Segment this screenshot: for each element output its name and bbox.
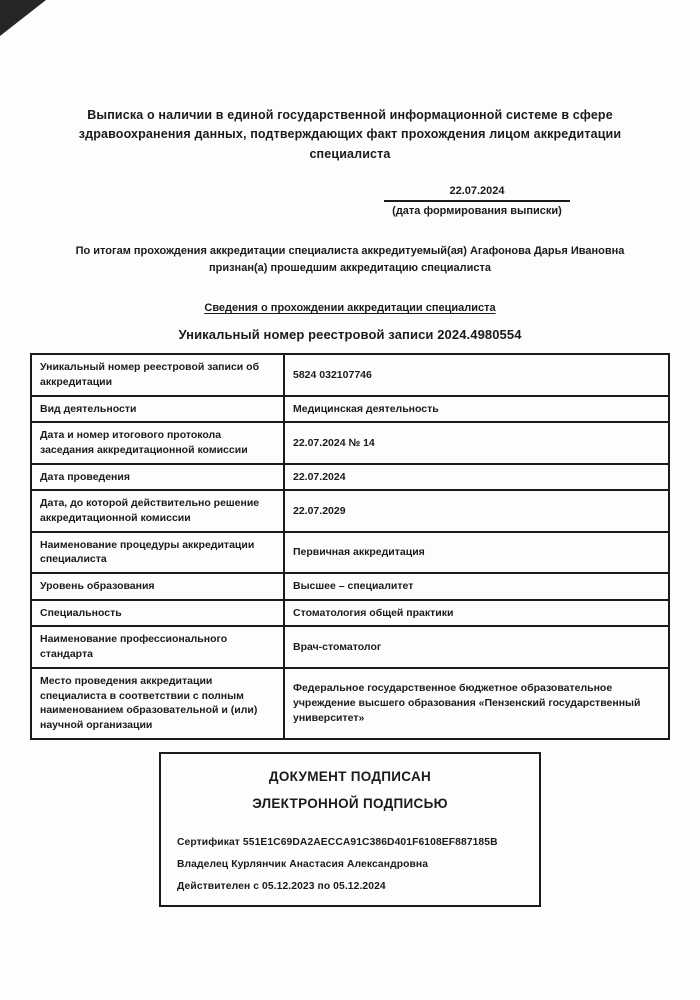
row-label: Дата, до которой действительно решение аккредитационной комиссии	[31, 490, 284, 531]
signature-certificate: Сертификат 551E1C69DA2AECCA91C386D401F6108EF887185B	[177, 836, 498, 848]
row-label: Вид деятельности	[31, 396, 284, 423]
intro-paragraph: По итогам прохождения аккредитации специалиста аккредитуемый(ая) Агафонова Дарья Ивановна признан(а) прошедшим аккредитацию специалиста	[75, 245, 625, 275]
row-label: Место проведения аккредитации специалиста в соответствии с полным наименованием образовательной и (или) научной организации	[31, 668, 284, 739]
table-row	[31, 464, 669, 491]
row-value: Врач-стоматолог	[284, 626, 669, 667]
signature-heading-line1: ДОКУМЕНТ ПОДПИСАН	[268, 768, 432, 784]
page-corner-fold-icon	[0, 0, 46, 36]
table-row	[31, 422, 669, 463]
row-label: Наименование процедуры аккредитации специалиста	[31, 532, 284, 573]
row-value: Медицинская деятельность	[284, 396, 669, 423]
row-value: Высшее – специалитет	[284, 573, 669, 600]
table-row	[31, 573, 669, 600]
table-row	[31, 490, 669, 531]
formation-date-caption: (дата формирования выписки)	[384, 200, 570, 217]
table-row	[31, 396, 669, 423]
row-value: 22.07.2024 № 14	[284, 422, 669, 463]
row-value: Федеральное государственное бюджетное образовательное учреждение высшего образования «Пензенский государственный университет»	[284, 668, 669, 739]
table-row	[31, 626, 669, 667]
row-label: Специальность	[31, 600, 284, 627]
formation-date-block	[384, 185, 570, 217]
registry-record-number: Уникальный номер реестровой записи 2024.4980554	[178, 327, 522, 343]
row-value: Первичная аккредитация	[284, 532, 669, 573]
row-label: Наименование профессионального стандарта	[31, 626, 284, 667]
table-row	[31, 668, 669, 739]
row-value: 5824 032107746	[284, 354, 669, 395]
formation-date: 22.07.2024	[449, 185, 505, 198]
row-value: Стоматология общей практики	[284, 600, 669, 627]
row-label: Уровень образования	[31, 573, 284, 600]
table-row	[31, 532, 669, 573]
document-title: Выписка о наличии в единой государственной информационной системе в сфере здравоохранения данных, подтверждающих факт прохождения лицом аккредитации специалиста	[78, 108, 622, 161]
section-heading: Сведения о прохождении аккредитации специалиста	[204, 302, 496, 315]
electronic-signature-stamp	[159, 752, 541, 907]
row-label: Дата и номер итогового протокола заседания аккредитационной комиссии	[31, 422, 284, 463]
table-row	[31, 354, 669, 395]
row-value: 22.07.2024	[284, 464, 669, 491]
signature-heading-line2: ЭЛЕКТРОННОЙ ПОДПИСЬЮ	[252, 795, 448, 811]
accreditation-table	[30, 353, 670, 739]
table-row	[31, 600, 669, 627]
signature-owner: Владелец Курлянчик Анастасия Александровна	[177, 858, 429, 870]
signature-validity: Действителен с 05.12.2023 по 05.12.2024	[177, 880, 386, 892]
row-value: 22.07.2029	[284, 490, 669, 531]
row-label: Уникальный номер реестровой записи об аккредитации	[31, 354, 284, 395]
row-label: Дата проведения	[31, 464, 284, 491]
